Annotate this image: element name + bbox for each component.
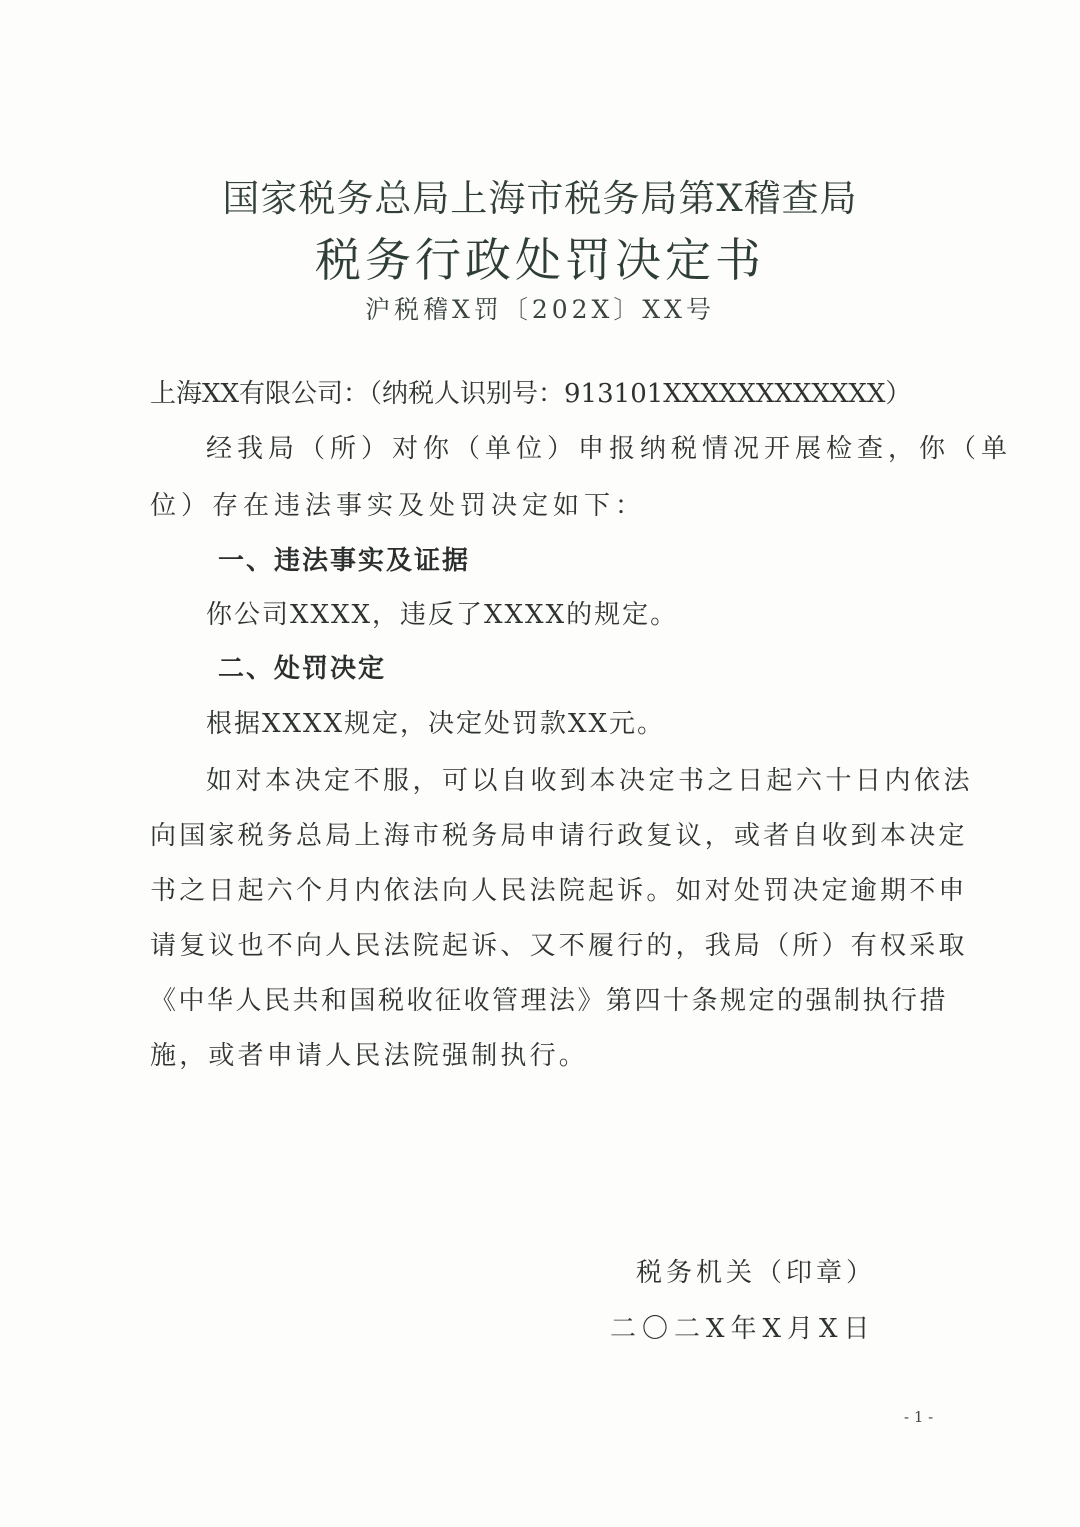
appeal-line-4: 请复议也不向人民法院起诉、又不履行的，我局（所）有权采取 <box>150 931 968 961</box>
intro-line-2: 位）存在违法事实及处罚决定如下： <box>150 491 647 521</box>
section-1-heading: 一、违法事实及证据 <box>218 546 471 576</box>
section-2-text: 根据XXXX规定，决定处罚款XX元。 <box>206 709 666 739</box>
agency-title: 国家税务总局上海市税务局第X稽查局 <box>222 177 858 220</box>
section-2-heading: 二、处罚决定 <box>218 654 387 684</box>
document-number: 沪税稽X罚〔202X〕XX号 <box>365 295 715 324</box>
recipient-line: 上海XX有限公司：（纳税人识别号：913101XXXXXXXXXXXX） <box>150 379 912 409</box>
issue-date: 二〇二X年X月X日 <box>610 1314 876 1344</box>
intro-line-1: 经我局（所）对你（单位）申报纳税情况开展检查，你（单 <box>206 434 1013 464</box>
issuing-authority: 税务机关（印章） <box>636 1258 877 1288</box>
appeal-line-5: 《中华人民共和国税收征收管理法》第四十条规定的强制执行措 <box>150 986 949 1016</box>
appeal-line-2: 向国家税务总局上海市税务局申请行政复议，或者自收到本决定 <box>150 821 968 851</box>
page-number: - 1 - <box>904 1408 934 1426</box>
appeal-line-6: 施，或者申请人民法院强制执行。 <box>150 1041 589 1071</box>
document-type-title: 税务行政处罚决定书 <box>315 233 765 287</box>
appeal-line-1: 如对本决定不服，可以自收到本决定书之日起六十日内依法 <box>206 766 974 796</box>
appeal-line-3: 书之日起六个月内依法向人民法院起诉。如对处罚决定逾期不申 <box>150 876 968 906</box>
section-1-text: 你公司XXXX，违反了XXXX的规定。 <box>206 600 679 630</box>
